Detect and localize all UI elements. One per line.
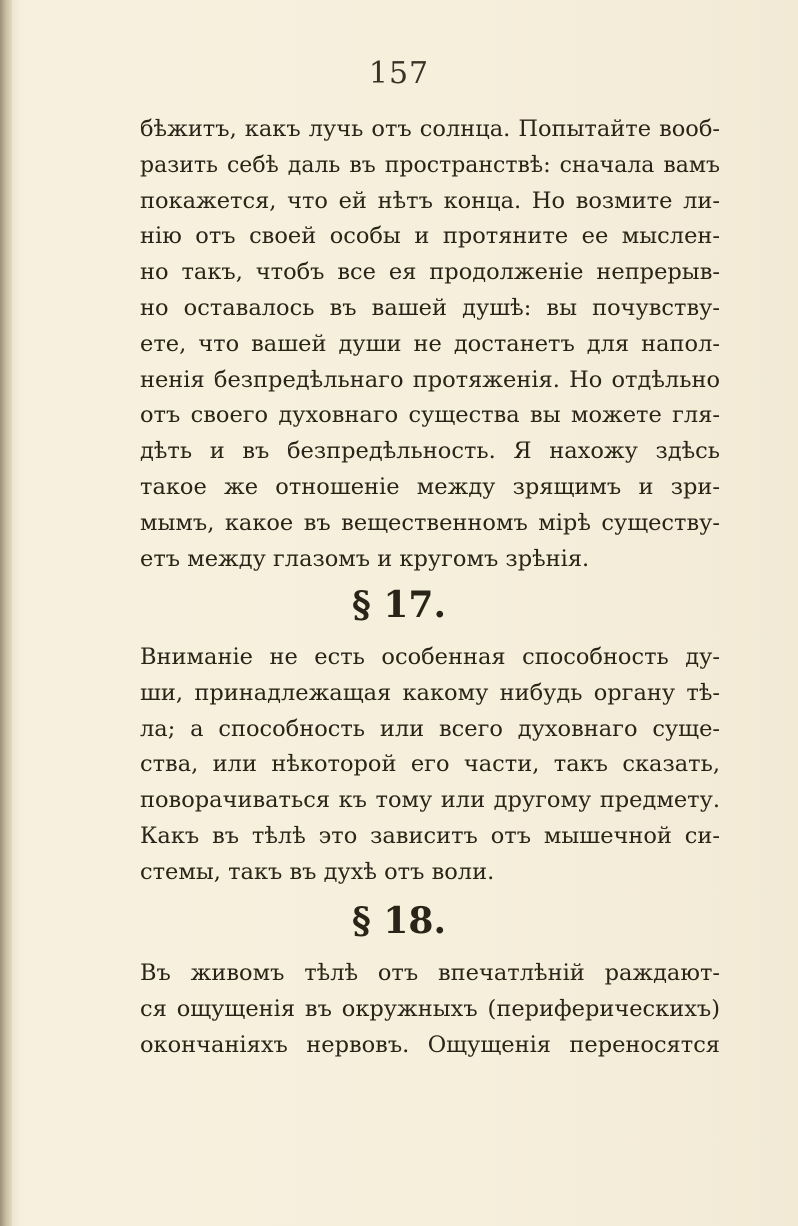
text-line: но такъ, чтобъ все ея продолженіе непрерыв- [140, 259, 720, 286]
section-heading-17: § 17. [352, 584, 446, 626]
text-line: ла; а способность или всего духовнаго суще- [140, 715, 720, 742]
text-line: разить себѣ даль въ пространствѣ: сначала вамъ [140, 152, 720, 178]
text-line: отъ своего духовнаго существа вы можете гля- [140, 402, 720, 429]
text-line: такое же отношеніе между зрящимъ и зри- [140, 473, 720, 500]
text-line: етъ между глазомъ и кругомъ зрѣнія. [140, 545, 590, 572]
text-line: Въ живомъ тѣлѣ отъ впечатлѣній раждают- [140, 960, 720, 986]
page-number: 157 [368, 56, 430, 91]
paragraph-section-18 [140, 956, 720, 1063]
section-heading-18: § 18. [352, 900, 446, 942]
text-line: окончаніяхъ нервовъ. Ощущенія переносятся [140, 1031, 720, 1058]
text-line: нію отъ своей особы и протяните ее мыслен- [140, 223, 720, 250]
text-line: ши, принадлежащая какому нибудь органу тѣ- [140, 679, 720, 706]
text-line: ства, или нѣкоторой его части, такъ сказать, [140, 751, 720, 778]
text-line: поворачиваться къ тому или другому предмету. [140, 787, 720, 814]
text-line: но оставалось въ вашей душѣ: вы почувству- [140, 294, 720, 321]
paragraph-continuation [140, 112, 720, 577]
paragraph-section-17 [140, 640, 720, 891]
text-line: Вниманіе не есть особенная способность ду- [140, 644, 720, 670]
text-line: дѣть и въ безпредѣльность. Я нахожу здѣсь [140, 438, 720, 465]
text-line: ся ощущенія въ окружныхъ (периферическихъ) [140, 995, 720, 1022]
text-line: покажется, что ей нѣтъ конца. Но возмите ли- [140, 187, 720, 214]
text-line: Какъ въ тѣлѣ это зависитъ отъ мышечной си- [140, 822, 720, 849]
text-line: ненія безпредѣльнаго протяженія. Но отдѣльно [140, 366, 720, 393]
text-line: мымъ, какое въ вещественномъ мірѣ существу- [140, 509, 720, 536]
text-line: ете, что вашей души не достанетъ для напол- [140, 330, 720, 357]
text-line: стемы, такъ въ духѣ отъ воли. [140, 858, 495, 885]
text-line: бѣжитъ, какъ лучь отъ солнца. Попытайте вооб- [140, 116, 720, 142]
